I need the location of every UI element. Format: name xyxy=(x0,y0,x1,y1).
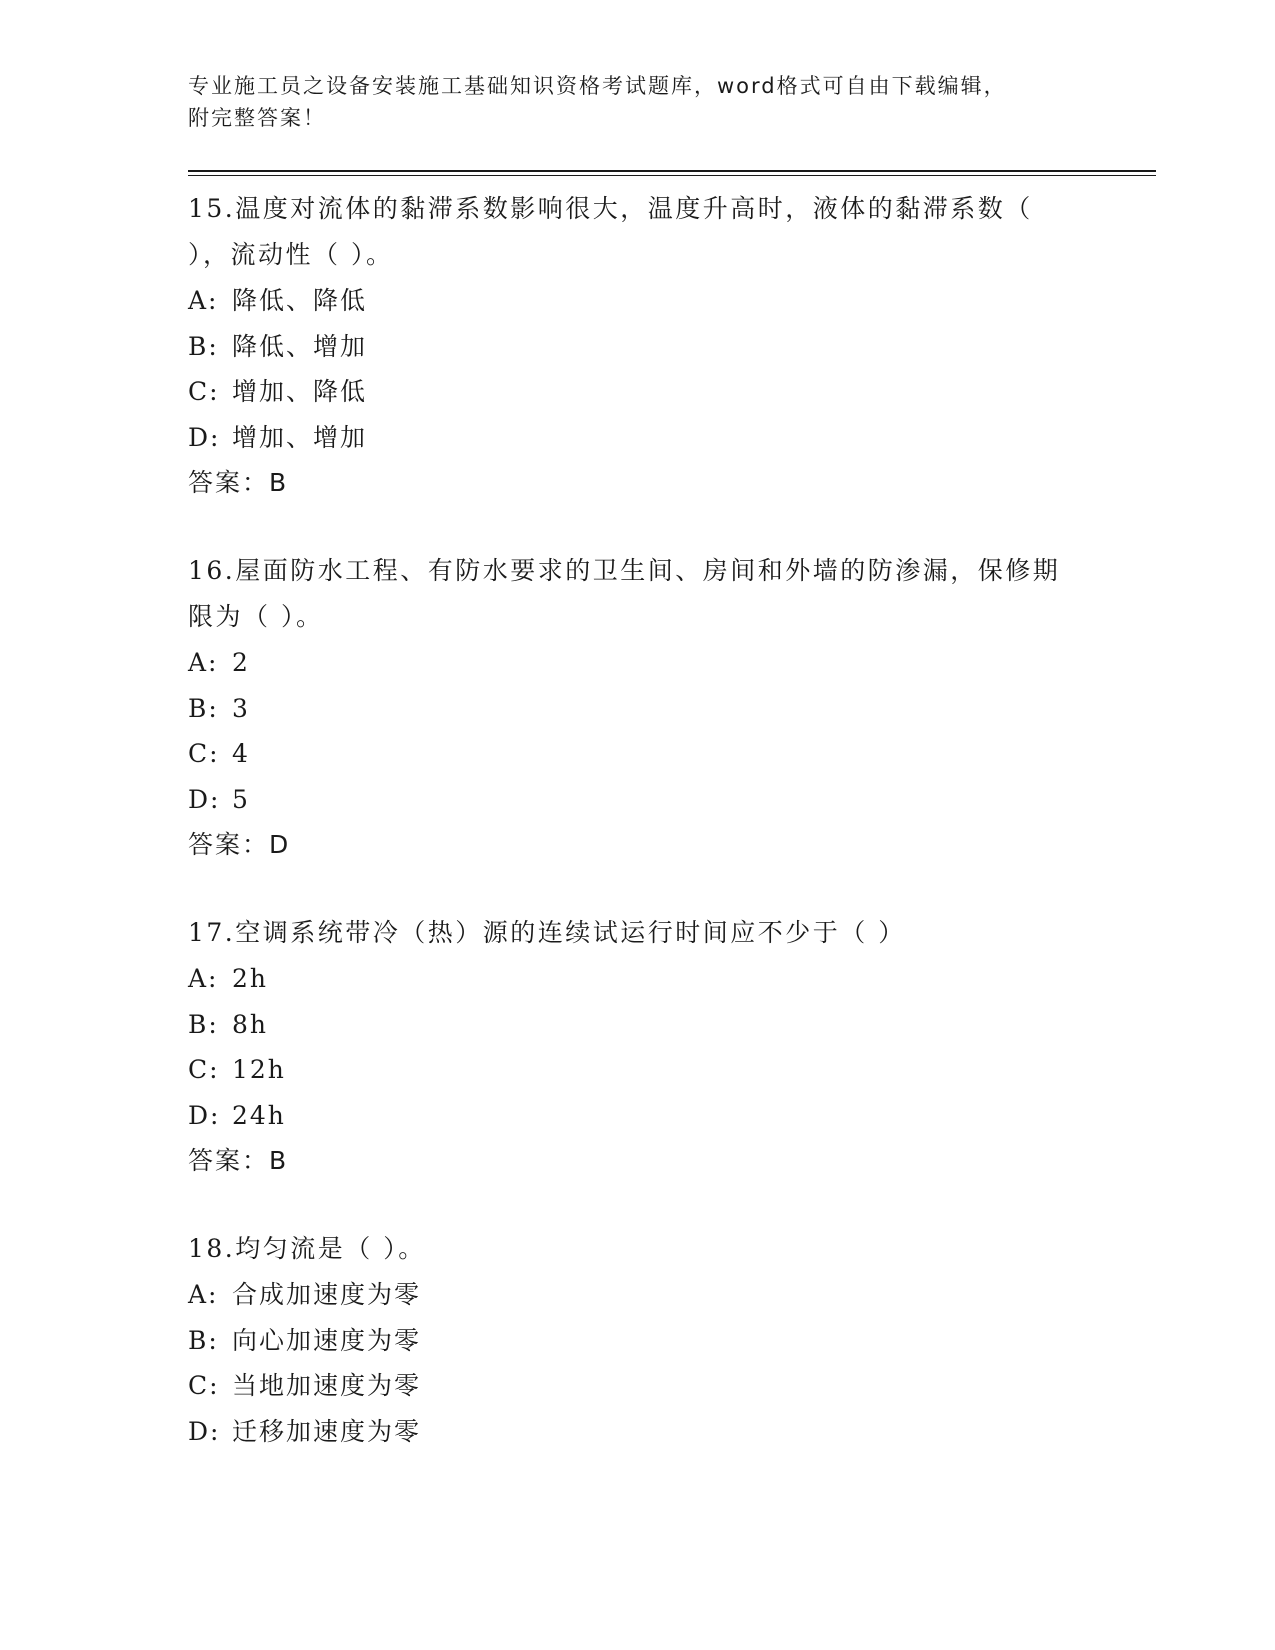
document-page xyxy=(188,70,1148,1496)
option-text: 8h xyxy=(232,1009,269,1039)
option-letter: A: xyxy=(188,964,219,993)
option-c xyxy=(188,1363,1148,1409)
answer-line: 答案：B xyxy=(188,468,289,497)
option-letter: B: xyxy=(188,693,219,723)
question-stem: 15.温度对流体的黏滞系数影响很大，温度升高时，液体的黏滞系数（ ），流动性（ ）。 xyxy=(188,194,1033,269)
option-text: 增加、增加 xyxy=(232,422,368,452)
option-a xyxy=(188,640,1148,686)
option-a xyxy=(188,956,1148,1002)
option-letter: C: xyxy=(188,1055,220,1084)
header-line-1: 专业施工员之设备安装施工基础知识资格考试题库，word格式可自由下载编辑， xyxy=(188,74,1007,98)
option-text: 降低、降低 xyxy=(232,286,368,315)
option-letter: B: xyxy=(188,331,219,361)
option-letter: B: xyxy=(188,1009,219,1039)
option-a xyxy=(188,1272,1148,1318)
option-text: 增加、降低 xyxy=(232,377,368,406)
document-header xyxy=(188,70,1068,134)
option-text: 2h xyxy=(232,964,269,993)
option-text: 合成加速度为零 xyxy=(232,1280,422,1309)
option-text: 向心加速度为零 xyxy=(232,1325,422,1355)
question-18 xyxy=(188,1226,1148,1454)
option-letter: C: xyxy=(188,1371,220,1400)
option-d xyxy=(188,777,1148,823)
option-d xyxy=(188,1409,1148,1455)
option-text: 3 xyxy=(232,693,250,723)
option-letter: D: xyxy=(188,422,221,452)
option-b xyxy=(188,1002,1148,1048)
option-a xyxy=(188,278,1148,324)
option-letter: D: xyxy=(188,1416,221,1446)
option-c xyxy=(188,369,1148,415)
option-text: 24h xyxy=(232,1100,286,1130)
question-stem: 16.屋面防水工程、有防水要求的卫生间、房间和外墙的防渗漏，保修期限为（ ）。 xyxy=(188,556,1061,631)
option-letter: C: xyxy=(188,377,220,406)
header-divider xyxy=(188,170,1156,176)
header-line-2: 附完整答案！ xyxy=(188,106,326,130)
option-b xyxy=(188,1318,1148,1364)
question-17 xyxy=(188,910,1148,1184)
option-letter: C: xyxy=(188,739,220,768)
answer-line: 答案：B xyxy=(188,1146,289,1175)
question-16 xyxy=(188,548,1148,868)
question-stem: 18.均匀流是（ ）。 xyxy=(188,1234,426,1263)
option-b xyxy=(188,686,1148,732)
question-list xyxy=(188,186,1148,1454)
option-text: 4 xyxy=(232,739,250,768)
option-letter: D: xyxy=(188,784,221,814)
question-15 xyxy=(188,186,1148,506)
option-text: 迁移加速度为零 xyxy=(232,1416,422,1446)
option-letter: A: xyxy=(188,1280,219,1309)
option-d xyxy=(188,415,1148,461)
option-text: 当地加速度为零 xyxy=(232,1371,422,1400)
option-text: 降低、增加 xyxy=(232,331,368,361)
option-letter: A: xyxy=(188,648,219,677)
option-text: 5 xyxy=(232,784,250,814)
option-b xyxy=(188,324,1148,370)
option-letter: A: xyxy=(188,286,219,315)
option-letter: D: xyxy=(188,1100,221,1130)
option-text: 12h xyxy=(232,1055,286,1084)
option-c xyxy=(188,731,1148,777)
option-c xyxy=(188,1047,1148,1093)
answer-line: 答案：D xyxy=(188,830,291,859)
option-letter: B: xyxy=(188,1325,219,1355)
option-text: 2 xyxy=(232,648,250,677)
option-d xyxy=(188,1093,1148,1139)
question-stem: 17.空调系统带冷（热）源的连续试运行时间应不少于（ ） xyxy=(188,918,906,947)
